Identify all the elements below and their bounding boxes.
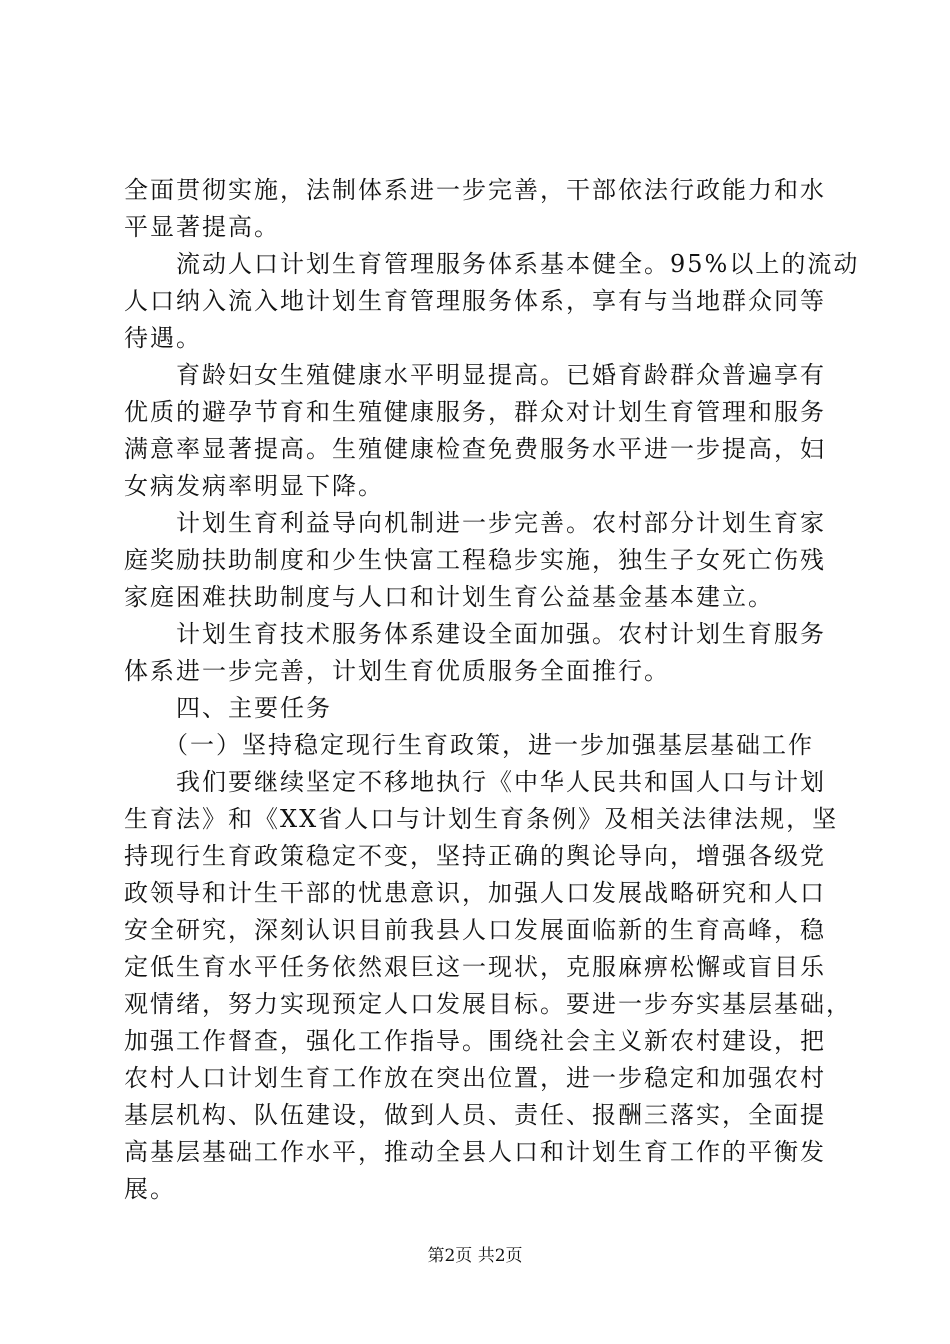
text-line: 观情绪，努力实现预定人口发展目标。要进一步夯实基层基础， bbox=[124, 990, 852, 1018]
text-line: 女病发病率明显下降。 bbox=[124, 472, 384, 500]
text-line: 满意率显著提高。生殖健康检查免费服务水平进一步提高，妇 bbox=[124, 435, 826, 463]
text-line: 我们要继续坚定不移地执行《中华人民共和国人口与计划 bbox=[124, 768, 826, 796]
text-line: 待遇。 bbox=[124, 324, 202, 352]
text-line: 基层机构、队伍建设，做到人员、责任、报酬三落实，全面提 bbox=[124, 1101, 826, 1129]
text-line: 政领导和计生干部的忧患意识，加强人口发展战略研究和人口 bbox=[124, 879, 826, 907]
text-line: 定低生育水平任务依然艰巨这一现状，克服麻痹松懈或盲目乐 bbox=[124, 953, 826, 981]
text-line: 计划生育技术服务体系建设全面加强。农村计划生育服务 bbox=[124, 620, 826, 648]
text-line: 平显著提高。 bbox=[124, 213, 280, 241]
text-line: 四、主要任务 bbox=[124, 694, 332, 722]
text-line: 高基层基础工作水平，推动全县人口和计划生育工作的平衡发 bbox=[124, 1138, 826, 1166]
text-line: （一）坚持稳定现行生育政策，进一步加强基层基础工作 bbox=[124, 731, 814, 759]
text-line: 安全研究，深刻认识目前我县人口发展面临新的生育高峰，稳 bbox=[124, 916, 826, 944]
text-line: 展。 bbox=[124, 1175, 176, 1203]
text-line: 生育法》和《XX省人口与计划生育条例》及相关法律法规，坚 bbox=[124, 805, 839, 833]
text-line: 加强工作督查，强化工作指导。围绕社会主义新农村建设，把 bbox=[124, 1027, 826, 1055]
text-line: 家庭困难扶助制度与人口和计划生育公益基金基本建立。 bbox=[124, 583, 774, 611]
text-line: 庭奖励扶助制度和少生快富工程稳步实施，独生子女死亡伤残 bbox=[124, 546, 826, 574]
page-footer: 第2页 共2页 bbox=[427, 1246, 523, 1266]
text-line: 全面贯彻实施，法制体系进一步完善，干部依法行政能力和水 bbox=[124, 176, 826, 204]
body-text bbox=[124, 172, 860, 1208]
text-line: 人口纳入流入地计划生育管理服务体系，享有与当地群众同等 bbox=[124, 287, 826, 315]
text-line: 持现行生育政策稳定不变，坚持正确的舆论导向，增强各级党 bbox=[124, 842, 826, 870]
text-line: 农村人口计划生育工作放在突出位置，进一步稳定和加强农村 bbox=[124, 1064, 826, 1092]
text-line: 体系进一步完善，计划生育优质服务全面推行。 bbox=[124, 657, 670, 685]
text-line: 育龄妇女生殖健康水平明显提高。已婚育龄群众普遍享有 bbox=[124, 361, 826, 389]
text-line: 计划生育利益导向机制进一步完善。农村部分计划生育家 bbox=[124, 509, 826, 537]
text-line: 流动人口计划生育管理服务体系基本健全。95%以上的流动 bbox=[124, 250, 860, 278]
text-line: 优质的避孕节育和生殖健康服务，群众对计划生育管理和服务 bbox=[124, 398, 826, 426]
